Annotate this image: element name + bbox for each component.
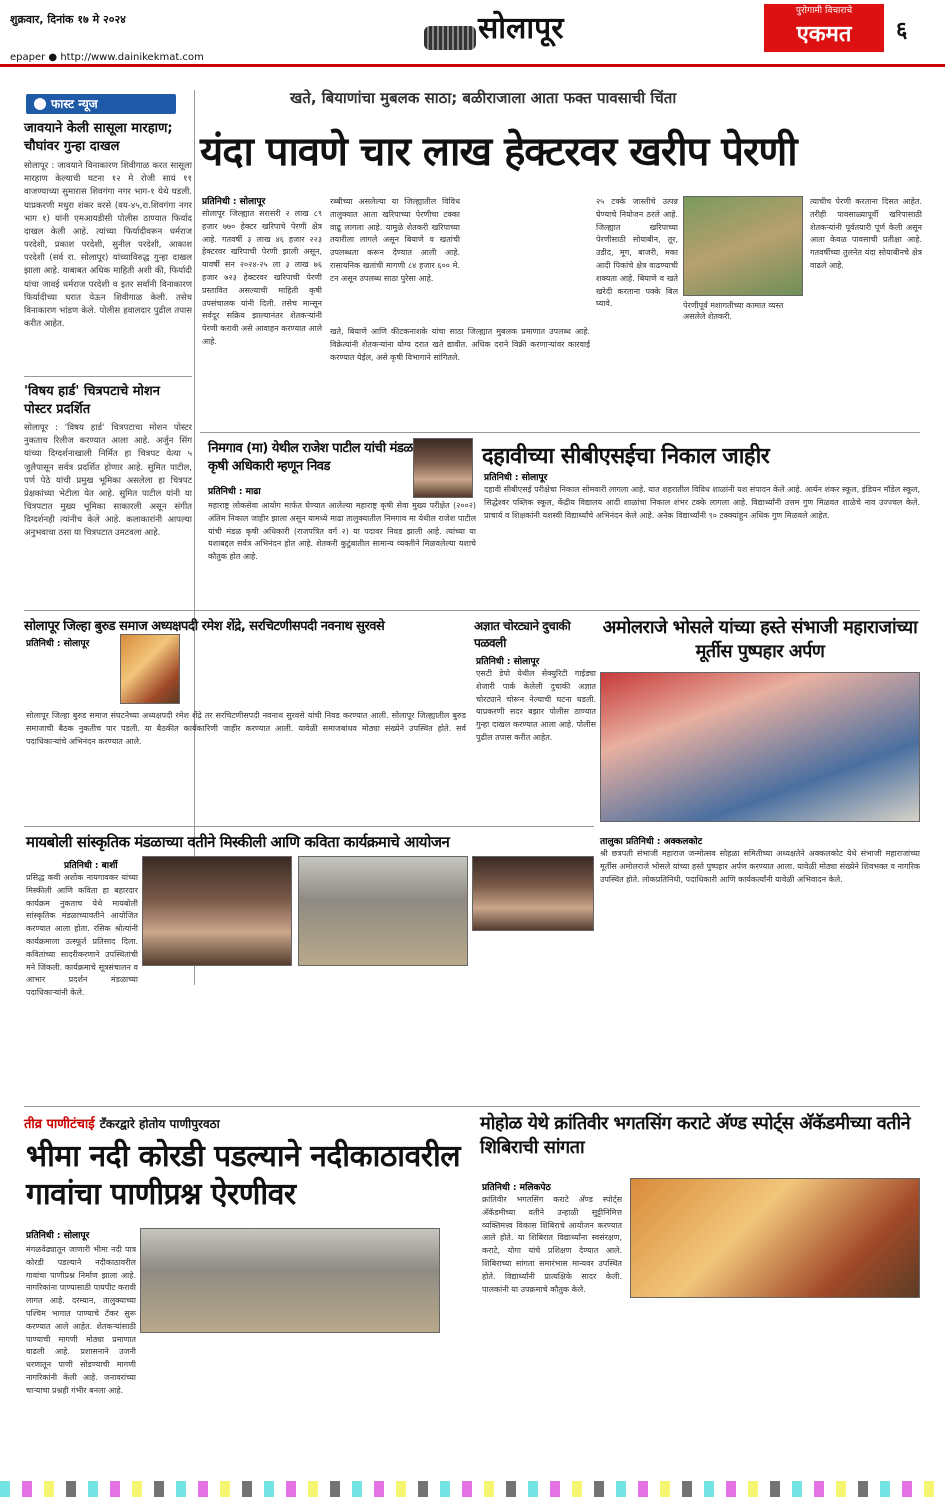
issue-date: शुक्रवार, दिनांक १७ मे २०२४ [10, 13, 126, 26]
lead-byline: प्रतिनिधी : सोलापूर [202, 197, 266, 207]
story-headline: निमगाव (मा) येथील राजेश पाटील यांची मंडळ कृषी अधिकारी म्हणून निवड [208, 441, 413, 474]
fast-news-label [26, 94, 176, 114]
water-tag [24, 1113, 464, 1133]
story-headline: मोहोळ येथे क्रांतिवीर भगतसिंग कराटे अ‍ॅण्ड स्पोर्ट्स अ‍ॅकॅडमीच्या वतीने शिबिराची सांगता [480, 1113, 911, 1159]
story-byline: तालुका प्रतिनिधी : अक्कलकोट [600, 837, 703, 847]
divider [24, 826, 594, 827]
story-headline: अमोलराजे भोसले यांच्या हस्ते संभाजी महाराजांच्या मूर्तीस पुष्पहार अर्पण [602, 617, 918, 663]
lead-column: २५ टक्के जास्तीचे उत्पन्न घेण्याचे नियोजन ठरले आहे. जिल्ह्यात खरिपाच्या पेरणीसाठी सोयाबीन, तूर, उडीद, मूग, बाजरी, मका आदी पिकांचे क्षेत्र वाढण्याची शक्यता आहे. बियाणे व खते खरेदी करताना पक्के बिल घ्यावे. [596, 197, 678, 309]
portrait-photo [120, 634, 180, 704]
audience-photo [298, 856, 468, 966]
dry-river-photo [140, 1228, 440, 1333]
story-headline: अज्ञात चोरट्याने दुचाकी पळवली [474, 619, 571, 650]
story-body: प्रसिद्ध कवी अशोक नायगावकर यांच्या मिस्कीली आणि कविता हा बहारदार कार्यक्रम नुकताच येथे मायबोली सांस्कृतिक मंडळाच्यावतीने आयोजित करण्यात आला होता. रसिक श्रोत्यांनी कार्यक्रमाला उत्स्फूर्त प्रतिसाद दिला. कवितांच्या सादरीकरणाने उपस्थितांची मने जिंकली. कार्यक्रमाचे सूत्रसंचालन व आभार प्रदर्शन मंडळाच्या पदाधिकाऱ्यांनी केले. [26, 873, 138, 998]
lead-column: सोलापूर जिल्ह्यात सरासरी २ लाख ८९ हजार ७७० हेक्टर खरिपाचे पेरणी क्षेत्र आहे. गतवर्षी ३ लाख ४६ हजार २२३ हेक्टरवर खरिपाची पेरणी झाली असून, यावर्षी सन २०२४-२५ ला ३ लाख ७६ हजार ७२३ हेक्टरवर खरिपाची पेरणी प्रस्तावित असल्याची माहिती कृषी उपसंचालक यांनी दिली. तसेच मान्सून सर्वदूर सक्रिय झाल्यानंतर शेतकऱ्यांनी पेरणी करावी असे आवाहन करण्यात आले आहे. [202, 209, 322, 346]
photo-caption: पेरणीपूर्व मशागतीच्या कामात व्यस्त असलेले शेतकरी. [683, 301, 784, 322]
side-story-body: सोलापूर : 'विषय हार्ड' चित्रपटाचा मोशन पोस्टर नुकताच रिलीज करण्यात आला आहे. अर्जुन सिंग यांच्या दिग्दर्शनाखाली निर्मित हा चित्रपट येत्या ५ जुलैपासून सर्वत्र प्रदर्शित होणार आहे. सुमित पाटील, पर्ण पेठे यांची प्रमुख भूमिका असलेला हा चित्रपट प्रेक्षकांच्या भेटीला येत आहे. सुमित पाटील यांनी या चित्रपटात मुख्य भूमिका साकारली असून संगीत दिग्दर्शनही त्यांनीच केले आहे. कलाकारांनी आपल्या अनुभवाचा ठसा या चित्रपटात उमटवला आहे. [24, 423, 192, 539]
portrait-photo [413, 438, 473, 498]
brand-tagline: पुरोगामी विचाराचे [764, 4, 884, 18]
print-registration-strip [0, 1481, 945, 1497]
farmer-photo [683, 196, 803, 296]
divider [24, 376, 192, 377]
story-byline: प्रतिनिधी : सोलापूर [476, 657, 540, 667]
story-headline: भीमा नदी कोरडी पडल्याने नदीकाठावरील गावांचा पाणीप्रश्न ऐरणीवर [26, 1139, 461, 1212]
page-number: ६ [896, 18, 908, 43]
event-photo [600, 672, 920, 822]
brand-logo: एकमत [764, 18, 884, 52]
tag-label: तीव्र पाणीटंचाई [24, 1117, 95, 1132]
story-body: एसटी डेपो येथील सेक्युरिटी गाईड्या शेजारी पार्क केलेली दुचाकी अज्ञात चोरट्याने चोरून नेल्याची घटना घडली. याप्रकरणी सदर बझार पोलीस ठाण्यात गुन्हा दाखल करण्यात आला आहे. पोलीस पुढील तपास करीत आहेत. [476, 669, 596, 742]
story-body: श्री छत्रपती संभाजी महाराज जन्मोत्सव सोहळा समितीच्या अध्यक्षतेने अक्कलकोट येथे संभाजी महाराजांच्या मूर्तीस अमोलराजे भोसले यांच्या हस्ते पुष्पहार अर्पण करण्यात आला. यावेळी मोठ्या संख्येने शिवभक्त व नागरिक उपस्थित होते. लोकप्रतिनिधी, पदाधिकारी आणि कार्यकर्त्यांनी यावेळी अभिवादन केले. [600, 849, 920, 884]
lead-column: त्याचीच पेरणी करताना दिसत आहेत. तरीही पावसाळ्यापूर्वी खरिपासाठी शेतकऱ्यांनी पूर्वतयारी पूर्ण केली असून आता केवळ पावसाची प्रतीक्षा आहे. गतवर्षीच्या तुलनेत यंदा सोयाबीनचे क्षेत्र वाढले आहे. [810, 197, 922, 270]
divider [200, 432, 920, 433]
side-story-title: जावयाने केली सासूला मारहाण; चौघांवर गुन्हा दाखल [24, 121, 173, 154]
story-headline: सोलापूर जिल्हा बुरुड समाज अध्यक्षपदी रमेश शेंद्रे, सरचिटणीसपदी नवनाथ सुरवसे [24, 619, 385, 634]
story-headline: मायबोली सांस्कृतिक मंडळाच्या वतीने मिस्कीली आणि कविता कार्यक्रमाचे आयोजन [26, 833, 450, 851]
divider [24, 610, 920, 611]
event-photo [630, 1178, 920, 1298]
story-body: दहावी सीबीएसई परीक्षेचा निकाल सोमवारी लागला आहे. यात शहरातील विविध शाळांनी यश संपादन केले आहे. आर्यन शंकर स्कूल, इंडियन मॉडेल स्कूल, सिद्धेश्वर पब्लिक स्कूल, केंद्रीय विद्यालय आदी शाळांचा निकाल शंभर टक्के लागला आहे. विद्यार्थ्यांनी उत्तम गुण मिळवत शाळेचे नाव उज्ज्वल केले. प्राचार्य व शिक्षकांनी यशस्वी विद्यार्थ्यांचे अभिनंदन केले आहे. अनेक विद्यार्थ्यांनी ९० टक्क्यांहून अधिक गुण मिळवले आहेत. [484, 485, 920, 520]
story-byline: प्रतिनिधी : सोलापूर [26, 639, 90, 649]
story-byline: प्रतिनिधी : सोलापूर [26, 1231, 90, 1241]
story-byline: प्रतिनिधी : मलिकपेठ [482, 1183, 551, 1193]
lead-column: खते, बियाणे आणि कीटकनाशके यांचा साठा जिल्ह्यात मुबलक प्रमाणात उपलब्ध आहे. विक्रेत्यांनी शेतकऱ्यांना योग्य दरात खते द्यावीत. अधिक दराने विक्री करणाऱ्यांवर कारवाई करण्यात येईल, असे कृषी विभागाने सांगितले. [330, 327, 590, 362]
story-body: क्रांतिवीर भगतसिंग कराटे अ‍ॅण्ड स्पोर्ट्स अ‍ॅकॅडमीच्या वतीने उन्हाळी सुट्टीनिमित्त व्यक्तिमत्त्व विकास शिबिराचे आयोजन करण्यात आले होते. या शिबिरात विद्यार्थ्यांना स्वसंरक्षण, कराटे, योगा यांचे प्रशिक्षण देण्यात आले. शिबिराच्या सांगता समारंभास मान्यवर उपस्थित होते. विद्यार्थ्यांनी प्रात्यक्षिके सादर केली. पालकांनी या उपक्रमाचे कौतुक केले. [482, 1195, 622, 1294]
lead-headline: यंदा पावणे चार लाख हेक्टरवर खरीप पेरणी [200, 129, 797, 175]
story-body: मंगळवेढ्यातून जाणारी भीमा नदी पात्र कोरडी पडल्याने नदीकाठावरील गावांचा पाणीप्रश्न निर्माण झाला आहे. नागरिकांना पाण्यासाठी पायपीट करावी लागत आहे. दरम्यान, तालुक्याच्या पश्चिम भागात पाण्याचे टँकर सुरू करण्यात आले आहेत. शेतकऱ्यांसाठी पाण्याची मागणी मोठ्या प्रमाणात वाढली आहे. प्रशासनाने उजनी धरणातून पाणी सोडण्याची मागणी नागरिकांनी केली आहे. जनावरांच्या चाऱ्याचा प्रश्नही गंभीर बनला आहे. [26, 1245, 136, 1395]
story-body: सोलापूर जिल्हा बुरुड समाज संघटनेच्या अध्यक्षपदी रमेश शेंद्रे तर सरचिटणीसपदी नवनाथ सुरवसे यांची निवड करण्यात आली. सोलापूर जिल्ह्यातील बुरुड समाजाची बैठक नुकतीच पार पडली. या बैठकीत कार्यकारिणी जाहीर करण्यात आली. यावेळी समाजबांधव मोठ्या संख्येने उपस्थित होते. सर्व पदाधिकाऱ्यांचे अभिनंदन करण्यात आले. [26, 711, 466, 746]
story-byline: प्रतिनिधी : सोलापूर [484, 473, 548, 483]
chevron-down-icon [34, 98, 46, 110]
story-byline: प्रतिनिधी : बार्शी [64, 861, 118, 871]
story-body: महाराष्ट्र लोकसेवा आयोग मार्फत घेण्यात आलेल्या महाराष्ट्र कृषी सेवा मुख्य परीक्षेत (२००२) अंतिम निकाल जाहीर झाला असून यामध्ये माढा तालुक्यातील निमगाव मा येथील राजेश पाटील यांची मंडळ कृषी अधिकारी (राजपत्रित वर्ग २) या पदावर निवड झाली आहे. त्यांच्या या यशाबद्दल सर्वत्र अभिनंदन होत आहे. शेतकरी कुटुंबातील सामान्य व्यक्तीने मिळवलेल्या यशाचे कौतुक होत आहे. [208, 501, 476, 562]
lead-column: रब्बीच्या असलेल्या या जिल्ह्यातील विविध तालुक्यात आता खरिपाच्या पेरणीचा टक्का वाढू लागला आहे. यामुळे शेतकरी खरिपाच्या तयारीला लागले असून बियाणे व खतांची उपलब्धता करून देण्यात आली आहे. रासायनिक खतांची मागणी ८४ हजार ६०० मे. टन असून उपलब्ध साठा पुरेसा आहे. [330, 197, 460, 283]
tag-text: टँकरद्वारे होतोय पाणीपुरवठा [99, 1117, 220, 1131]
masthead-rule [0, 64, 945, 67]
story-byline: प्रतिनिधी : माढा [208, 487, 261, 497]
section-title: सोलापूर [478, 11, 564, 46]
side-story-title: 'विषय हार्ड' चित्रपटाचे मोशन पोस्टर प्रदर्शित [24, 384, 160, 417]
side-story-body: सोलापूर : जावयाने विनाकारण शिवीगाळ करत सासूला मारहाण केल्याची घटना १२ मे रोजी सायं ११ वाजण्याच्या सुमारास शिवगंगा नगर भाग-१ येथे घडली. याप्रकरणी मधुरा शंकर वरसे (वय-४५,रा.शिवगंगा नगर भाग १) यांनी एमआयडीसी पोलीस ठाण्यात फिर्याद दाखल केली आहे. त्यांच्या फिर्यादीवरून धर्मराज परदेशी, प्रकाश परदेशी, सुनील परदेशी, आकाश परदेशी (सर्व रा. सोलापूर) यांच्याविरुद्ध गुन्हा दाखल झाला आहे. याबाबत अधिक माहिती अशी की, फिर्यादी यांचा जावई धर्मराज परदेशी व इतर सर्वांनी विनाकारण फिर्यादीच्या घरात येऊन शिवीगाळ केली. तसेच विनाकारण भांडण केले. पोलीस हवालदार पुढील तपास करीत आहेत. [24, 161, 192, 330]
divider [24, 1106, 920, 1107]
lead-kicker: खते, बियाणांचा मुबलक साठा; बळीराजाला आता फक्त पावसाची चिंता [290, 89, 677, 107]
epaper-url[interactable]: epaper ● http://www.dainikekmat.com [10, 52, 204, 63]
city-emblem-icon [424, 26, 476, 50]
event-photo [142, 856, 292, 966]
event-photo [472, 856, 594, 931]
fast-news-text: फास्ट न्यूज [51, 97, 98, 111]
story-headline: दहावीच्या सीबीएसईचा निकाल जाहीर [482, 444, 770, 469]
